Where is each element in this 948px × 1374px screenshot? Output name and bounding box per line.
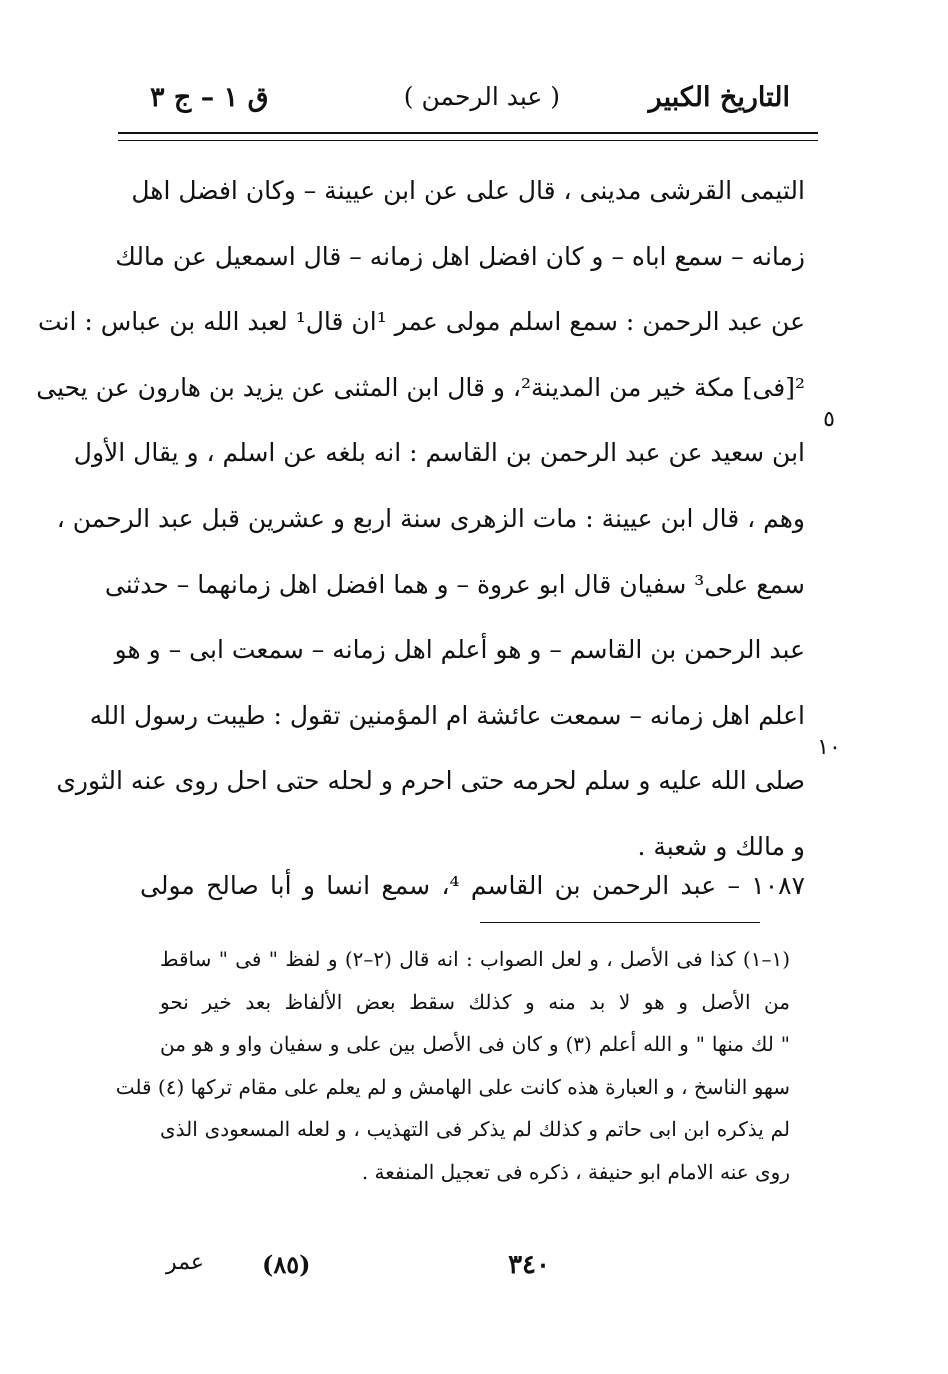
footnote-line: (١–١) كذا فى الأصل ، و لعل الصواب : انه قال (٢–٢) و لفظ " فى " ساقط — [160, 947, 791, 971]
text-line: عبد الرحمن بن القاسم – و هو أعلم اهل زمانه – سمعت ابى – و هو — [114, 635, 805, 665]
footnote-line: روى عنه الامام ابو حنيفة ، ذكره فى تعجيل المنفعة . — [361, 1159, 790, 1184]
book-title: التاريخ الكبير — [648, 82, 790, 113]
line-number: ٥ — [823, 407, 835, 432]
line-number: ١٠ — [817, 735, 841, 760]
text-line: ابن سعيد عن عبد الرحمن بن القاسم : انه بلغه عن اسلم ، و يقال الأول — [73, 438, 805, 468]
text-line: زمانه – سمع اباه – و كان افضل اهل زمانه – قال اسمعيل عن مالك — [115, 241, 805, 271]
footnote-line: لم يذكره ابن ابى حاتم و كذلك لم يذكر فى التهذيب ، و لعله المسعودى الذى — [160, 1117, 790, 1142]
text-line: ²[فى] مكة خير من المدينة²، و قال ابن المثنى عن يزيد بن هارون عن يحيى — [36, 372, 805, 402]
signature-number: (٨٥) — [262, 1250, 311, 1279]
text-line: صلى الله عليه و سلم لحرمه حتى احرم و لحله حتى احل روى عنه الثورى — [56, 766, 805, 796]
catchword: عمر — [166, 1250, 204, 1275]
running-header — [150, 82, 790, 122]
footnote-line: من الأصل و هو لا بد منه و كذلك سقط بعض الألفاظ بعد خير نحو — [160, 989, 790, 1014]
text-line: و مالك و شعبة . — [637, 831, 805, 861]
section-title: ( عبد الرحمن ) — [403, 82, 560, 111]
volume-reference: ق ١ – ج ٣ — [150, 82, 269, 113]
header-rule-thick — [118, 132, 818, 134]
text-line: وهم ، قال ابن عيينة : مات الزهرى سنة اربع و عشرين قبل عبد الرحمن ، — [56, 503, 805, 533]
page-number: ٣٤٠ — [508, 1250, 550, 1280]
main-text — [36, 158, 805, 880]
footnotes — [115, 938, 791, 1194]
footnote-line: " لك منها " و الله أعلم (٣) و كان فى الأصل بين على و سفيان واو و هو من — [160, 1032, 790, 1057]
footnote-rule — [480, 922, 760, 923]
text-line: عن عبد الرحمن : سمع اسلم مولى عمر ¹ان قال¹ لعبد الله بن عباس : انت — [37, 307, 805, 337]
entry-heading: ١٠٨٧ – عبد الرحمن بن القاسم ⁴، سمع انسا و أبا صالح مولى — [140, 871, 805, 900]
header-rule-thin — [118, 140, 818, 141]
text-line: التيمى القرشى مدينى ، قال على عن ابن عيينة – وكان افضل اهل — [131, 176, 805, 205]
footnote-line: سهو الناسخ ، و العبارة هذه كانت على الهامش و لم يعلم على مقام تركها (٤) قلت — [115, 1074, 790, 1099]
page-footer — [150, 1250, 550, 1284]
text-line: اعلم اهل زمانه – سمعت عائشة ام المؤمنين تقول : طيبت رسول الله — [89, 700, 805, 730]
text-line: سمع على³ سفيان قال ابو عروة – و هما افضل اهل زمانهما – حدثنى — [104, 569, 805, 599]
